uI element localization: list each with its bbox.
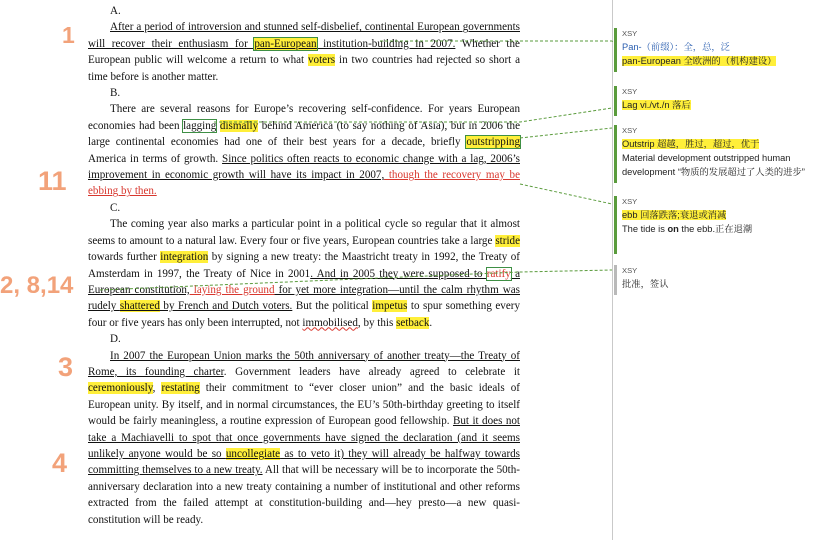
text-run: Since politics often reacts to economic change with a lag, 2006’s improvement in economic growth will have its impact in 2007, xyxy=(88,152,520,182)
comment-line xyxy=(622,208,820,222)
comment-author: XSY xyxy=(622,29,638,38)
comment-text: Lag vi./vt./n 落后 xyxy=(622,100,691,110)
comment-author: XSY xyxy=(622,87,638,96)
text-run: impetus xyxy=(372,300,408,313)
comment-text: the ebb.正在退潮 xyxy=(678,224,753,234)
text-run: voters xyxy=(308,54,336,67)
text-run: by French and Dutch voters. xyxy=(159,300,293,313)
comment-ebb[interactable] xyxy=(614,196,820,254)
text-run: their commitment to “ever closer union” and the basic ideals of European unity. By itself, and in normal circumstances, the EU’s 50th-birthday greeting to itself would be fairly meaningless, a routine expression of European good fellowship. xyxy=(88,382,520,428)
text-run: integration xyxy=(160,251,209,264)
text-run: All that will be necessary will be to incorporate the 50th-anniversary declaration into a new treaty containing a number of institutional and other reforms extracted from the failed attempt at constitution-building and—hey presto—a new quasi-constitution will be ready. xyxy=(88,464,520,526)
text-run: , by this xyxy=(357,316,397,329)
text-run: But it does not take a Machiavelli to spot that once governments have signed the declaration (and it seems unlikely anyone would be so xyxy=(88,415,520,460)
text-run: though the recovery may be ebbing by then. xyxy=(88,169,520,198)
text-run: shattered xyxy=(119,300,160,313)
text-run: setback xyxy=(396,316,430,329)
comment-text: The tide is xyxy=(622,224,668,234)
text-run: stride xyxy=(495,234,520,247)
text-run: in two countries had rejected so short a time before is another matter. xyxy=(88,54,520,83)
comment-line xyxy=(622,151,820,179)
section-letter-b: B. xyxy=(110,87,121,100)
text-run: towards further xyxy=(88,251,161,264)
paragraph-marker-4: 4 xyxy=(52,448,68,478)
text-run: After a period of introversion and stunned self-disbelief, continental European governments will recover their enthusiasm for xyxy=(88,21,520,50)
text-run: immobilised xyxy=(302,316,358,329)
text-run: restating xyxy=(161,382,200,395)
comment-text: ebb 回落跌落;衰退或消减 xyxy=(622,210,727,220)
text-run: Whether the European public will welcome a return to what xyxy=(88,37,520,67)
text-run: . And in 2005 they were supposed to xyxy=(310,267,487,280)
text-run: uncollegiate xyxy=(225,447,281,460)
comment-author: XSY xyxy=(622,197,638,206)
comment-margin-divider xyxy=(612,0,613,540)
paragraph-marker-3: 3 xyxy=(58,352,74,382)
comment-ratify[interactable] xyxy=(614,265,820,295)
text-run: , xyxy=(152,382,162,395)
comment-lag[interactable] xyxy=(614,86,820,116)
paragraph-marker-1: 1 xyxy=(62,22,75,48)
comment-text: 批准，签认 xyxy=(622,279,669,289)
comment-text: Pan-（前缀）：全，总，泛 xyxy=(622,42,730,52)
section-letter-c: C. xyxy=(110,201,121,214)
text-run: pan-European xyxy=(254,37,317,50)
paragraph-marker-2-8-14: 2, 8,14 xyxy=(0,272,74,299)
text-run: There are several reasons for Europe’s recovering self-confidence. For years European economies had been xyxy=(88,103,520,132)
text-run: a European constitution, xyxy=(88,267,520,296)
comment-line xyxy=(622,54,820,68)
text-run: behind America (to say nothing of Asia), but in 2006 the large continental economies had one of their best years for a decade, briefly xyxy=(88,119,520,149)
text-run: by signing a new treaty: the Maastricht treaty in 1992, the Treaty of Amsterdam in 1997, the Treaty of Nice in 2001 xyxy=(88,251,520,280)
comment-line xyxy=(622,222,820,236)
comment-line xyxy=(622,40,820,54)
text-run: . xyxy=(429,316,433,329)
paragraph-a xyxy=(88,19,520,85)
document-body xyxy=(88,0,520,528)
comment-author: XSY xyxy=(622,266,638,275)
comment-outstrip[interactable] xyxy=(614,125,820,183)
text-run: as to veto it) they will already be halfway towards committing themselves to a new treaty. xyxy=(88,447,520,477)
comment-text: pan-European 全欧洲的（机构建设） xyxy=(622,56,777,66)
comment-line xyxy=(622,277,820,291)
text-run: lagging xyxy=(183,119,217,132)
paragraph-marker-11: 11 xyxy=(38,166,67,196)
comment-line xyxy=(622,137,820,151)
comment-author: XSY xyxy=(622,126,638,135)
text-run: institution-building in 2007. xyxy=(316,37,456,50)
paragraph-b xyxy=(88,101,520,199)
section-letter-d: D. xyxy=(110,333,121,346)
comment-text: Material development outstripped human development “物质的发展超过了人类的进步” xyxy=(622,153,805,177)
text-run: But the political xyxy=(292,300,373,313)
text-run: dismally xyxy=(219,119,259,132)
text-run: In 2007 the European Union marks the 50th anniversary of another treaty—the Treaty of Rome, its founding charter xyxy=(88,349,520,378)
comment-text: on xyxy=(667,224,679,234)
section-letter-a: A. xyxy=(110,5,121,17)
text-run: for yet more integration—until the calm rhythm was rudely xyxy=(88,283,520,313)
text-run: outstripping xyxy=(466,136,520,149)
text-run: to spur something every four or five years has only been interrupted, not xyxy=(88,300,521,329)
paragraph-d xyxy=(88,348,520,528)
comment-pan-european[interactable] xyxy=(614,28,820,72)
text-run: America in terms of growth. xyxy=(88,152,223,165)
text-run: laying the ground xyxy=(189,283,275,296)
text-run: The coming year also marks a particular point in a political cycle so regular that it almost seems to amount to a natural law. Every four or five years, European countries take a large xyxy=(88,218,520,247)
comment-line xyxy=(622,98,820,112)
text-run: . Government leaders have already agreed to celebrate it xyxy=(223,365,520,378)
text-run: ceremoniously xyxy=(88,382,153,395)
paragraph-c xyxy=(88,216,520,331)
comment-text: Outstrip 超越，胜过，超过，优于 xyxy=(622,139,760,149)
text-run: ratify xyxy=(486,267,511,280)
